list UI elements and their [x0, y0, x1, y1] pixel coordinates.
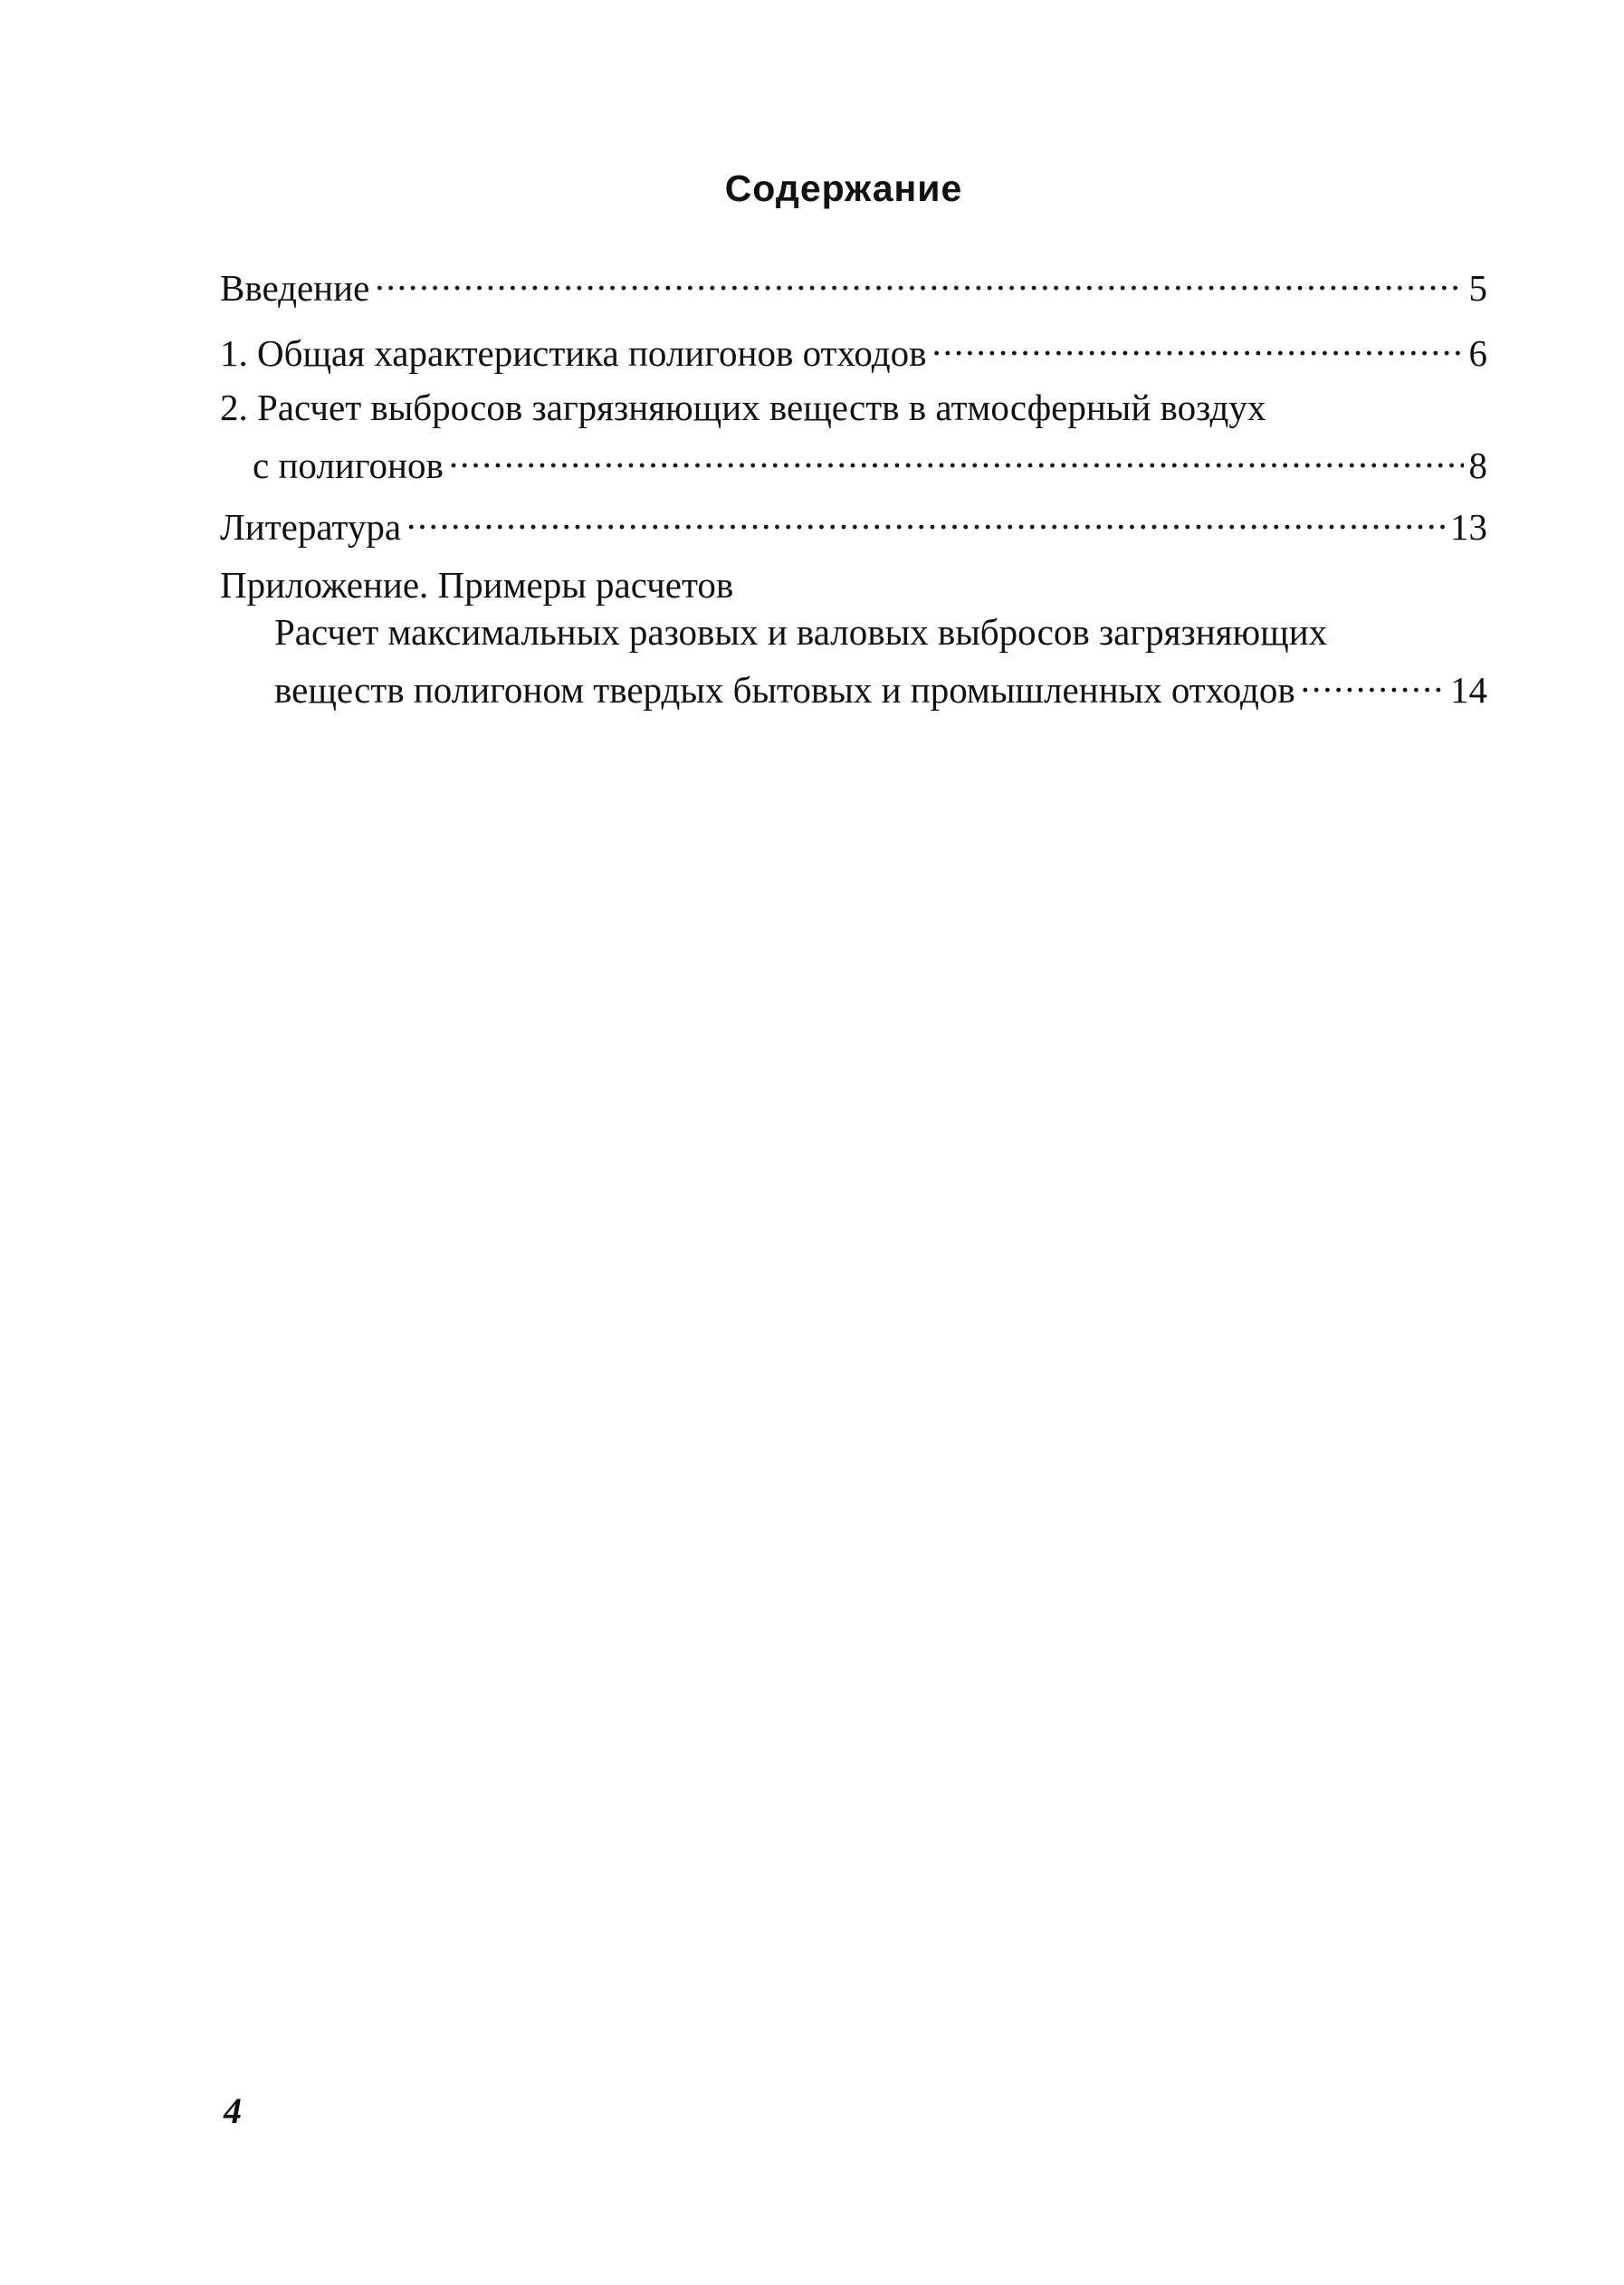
dot-leader	[375, 253, 1463, 301]
toc-entry-page: 5	[1468, 267, 1487, 309]
toc-entry-page: 13	[1450, 506, 1487, 548]
toc-entry-section-1[interactable]	[220, 319, 1487, 374]
toc-entry-title: Расчет максимальных разовых и валовых выбросов загрязняющих	[274, 611, 1328, 653]
toc-appendix-heading: Приложение. Примеры расчетов	[220, 564, 734, 606]
dot-leader	[449, 431, 1464, 478]
toc-entry-title-continued: веществ полигоном твердых бытовых и промышленных отходов	[274, 669, 1295, 711]
toc-entry-literature[interactable]	[220, 492, 1487, 548]
page-number: 4	[224, 2090, 242, 2131]
toc-entry-title-continued: с полигонов	[253, 445, 444, 486]
toc-entry-title: Литература	[220, 506, 402, 548]
page-title: Содержание	[724, 167, 963, 209]
toc-entry-page: 14	[1450, 669, 1487, 711]
toc-entry-introduction[interactable]	[220, 253, 1487, 309]
dot-leader	[406, 492, 1445, 540]
toc-entry-title: 2. Расчет выбросов загрязняющих веществ в атмосферный воздух	[220, 387, 1266, 428]
toc-entry-appendix[interactable]	[220, 561, 1487, 711]
toc-entry-title: Введение	[220, 267, 370, 309]
dot-leader	[1301, 655, 1445, 703]
dot-leader	[931, 319, 1463, 366]
toc-entry-section-2[interactable]	[220, 384, 1487, 486]
toc-entry-title: 1. Общая характеристика полигонов отходов	[220, 332, 927, 374]
toc-entry-page: 6	[1468, 332, 1487, 374]
toc-entry-page: 8	[1468, 445, 1487, 486]
